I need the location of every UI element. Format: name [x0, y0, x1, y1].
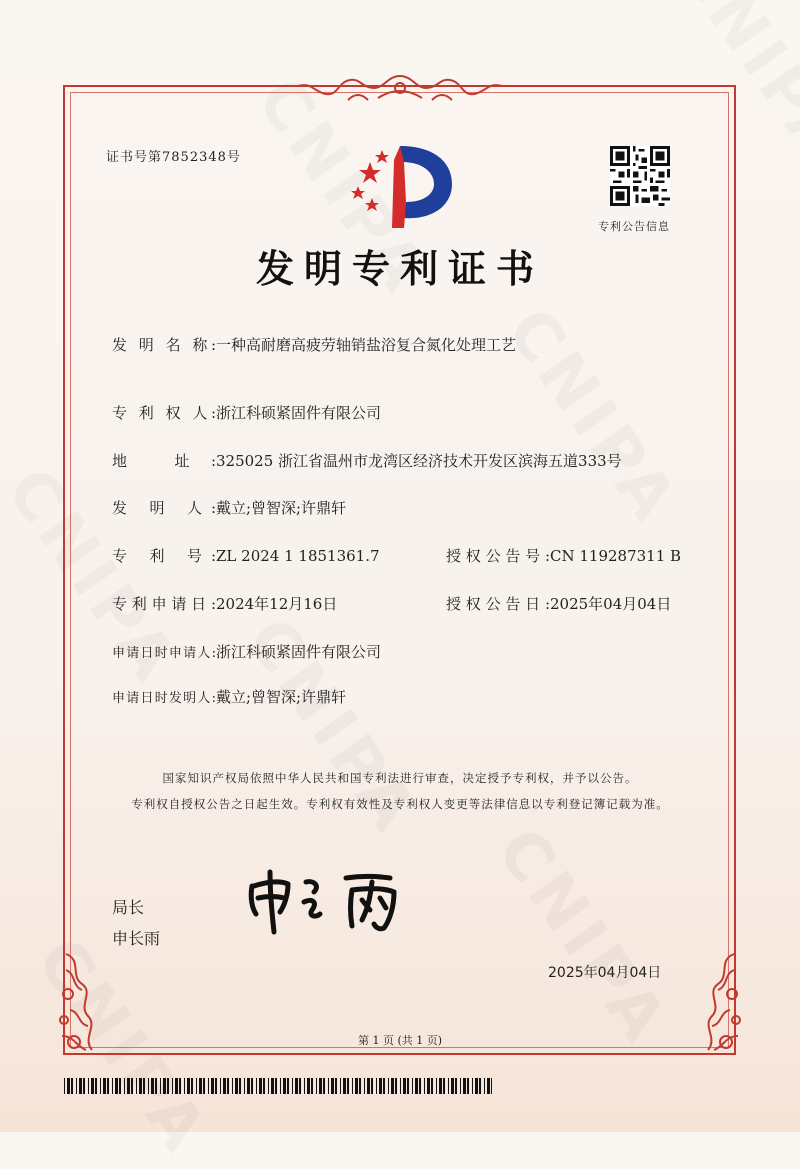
barcode-bar	[275, 1078, 277, 1094]
barcode-bar	[415, 1078, 418, 1094]
field-label: 专利申请日:	[112, 595, 216, 613]
field-value: 一种高耐磨高疲劳轴销盐浴复合氮化处理工艺	[216, 336, 517, 354]
handwritten-signature-icon	[244, 868, 414, 938]
field-label: 地 址:	[112, 452, 216, 470]
barcode-bar	[364, 1078, 365, 1094]
barcode-bar	[175, 1078, 178, 1094]
barcode-bar	[307, 1078, 310, 1094]
barcode-bar	[220, 1078, 221, 1094]
barcode-bar	[211, 1078, 214, 1094]
field-patentee	[112, 402, 381, 423]
barcode-bar	[239, 1078, 241, 1094]
barcode-bar	[91, 1078, 94, 1094]
barcode-bar	[79, 1078, 82, 1094]
field-filing-date	[112, 593, 337, 614]
barcode-bar	[283, 1078, 286, 1094]
barcode-bar	[443, 1078, 445, 1094]
barcode-bar	[67, 1078, 70, 1094]
barcode-bar	[436, 1078, 437, 1094]
barcode-bar	[475, 1078, 478, 1094]
barcode-bar	[331, 1078, 334, 1094]
field-value: 浙江科硕紧固件有限公司	[216, 643, 382, 661]
barcode-bar	[139, 1078, 142, 1094]
barcode-bar	[463, 1078, 466, 1094]
barcode-bar	[127, 1078, 130, 1094]
barcode-bar	[448, 1078, 449, 1094]
barcode-bar	[76, 1078, 77, 1094]
field-label: 授权公告号:	[446, 547, 550, 565]
barcode-bar	[196, 1078, 197, 1094]
barcode-bar	[191, 1078, 193, 1094]
barcode-bar	[316, 1078, 317, 1094]
statement-line: 专利权自授权公告之日起生效。专利权有效性及专利权人变更等法律信息以专利登记簿记载为准。	[131, 797, 669, 811]
barcode-bar	[319, 1078, 322, 1094]
field-label: 授权公告日:	[446, 595, 550, 613]
barcode-bar	[400, 1078, 401, 1094]
barcode-bar	[299, 1078, 301, 1094]
field-label: 专 利 权 人:	[112, 404, 216, 422]
barcode-bar	[256, 1078, 257, 1094]
field-invention-name	[112, 334, 516, 355]
barcode-bar	[383, 1078, 385, 1094]
barcode-bar	[292, 1078, 293, 1094]
barcode-bar	[391, 1078, 394, 1094]
barcode-bar	[379, 1078, 382, 1094]
statement-line: 国家知识产权局依照中华人民共和国专利法进行审查，决定授予专利权，并予以公告。	[162, 771, 638, 785]
field-address	[112, 450, 622, 471]
barcode-bar	[163, 1078, 166, 1094]
field-label: 申请日时发明人:	[112, 691, 216, 706]
barcode-bar	[355, 1078, 358, 1094]
barcode-bar	[371, 1078, 373, 1094]
certificate-title: 发明专利证书	[255, 247, 544, 291]
barcode-bar	[367, 1078, 370, 1094]
barcode-bar	[484, 1078, 485, 1094]
barcode-bar	[487, 1078, 490, 1094]
barcode-bar	[388, 1078, 389, 1094]
qr-code-icon	[610, 146, 670, 206]
barcode-bar	[419, 1078, 421, 1094]
barcode-bar	[472, 1078, 473, 1094]
barcode-bar	[251, 1078, 253, 1094]
barcode-bar	[179, 1078, 181, 1094]
barcode-bar	[439, 1078, 442, 1094]
barcode-icon	[64, 1078, 492, 1094]
barcode-bar	[119, 1078, 121, 1094]
barcode-bar	[227, 1078, 229, 1094]
barcode-bar	[323, 1078, 325, 1094]
barcode-bar	[328, 1078, 329, 1094]
barcode-bar	[95, 1078, 97, 1094]
certificate-number: 证书号第7852348号	[106, 150, 241, 165]
barcode-bar	[340, 1078, 341, 1094]
field-value: 浙江科硕紧固件有限公司	[216, 404, 382, 422]
barcode-bar	[115, 1078, 118, 1094]
barcode-bar	[103, 1078, 106, 1094]
barcode-bar	[203, 1078, 205, 1094]
barcode-bar	[271, 1078, 274, 1094]
field-value: CN 119287311 B	[550, 547, 682, 565]
field-label: 发 明 人:	[112, 499, 216, 517]
barcode-bar	[107, 1078, 109, 1094]
field-label: 专 利 号:	[112, 547, 216, 565]
barcode-bar	[491, 1078, 492, 1094]
barcode-bar	[208, 1078, 209, 1094]
barcode-bar	[311, 1078, 313, 1094]
barcode-bar	[151, 1078, 154, 1094]
barcode-bar	[431, 1078, 433, 1094]
barcode-bar	[244, 1078, 245, 1094]
barcode-bar	[455, 1078, 457, 1094]
field-patent-number	[112, 545, 380, 566]
barcode-bar	[223, 1078, 226, 1094]
barcode-bar	[467, 1078, 469, 1094]
barcode-bar	[172, 1078, 173, 1094]
barcode-bar	[280, 1078, 281, 1094]
barcode-bar	[232, 1078, 233, 1094]
barcode-bar	[268, 1078, 269, 1094]
barcode-bar	[395, 1078, 397, 1094]
signatory-name: 申长雨	[112, 929, 161, 948]
page-number: 第 1 页 (共 1 页)	[357, 1034, 443, 1047]
barcode-bar	[451, 1078, 454, 1094]
barcode-bar	[376, 1078, 377, 1094]
barcode-bar	[143, 1078, 145, 1094]
barcode-bar	[263, 1078, 265, 1094]
field-inventor-at-filing	[112, 686, 346, 707]
field-inventor	[112, 497, 346, 518]
cnipa-emblem-icon	[342, 140, 458, 232]
barcode-bar	[100, 1078, 101, 1094]
barcode-bar	[347, 1078, 349, 1094]
barcode-bar	[235, 1078, 238, 1094]
barcode-bar	[335, 1078, 337, 1094]
top-ornament-icon	[288, 70, 512, 110]
barcode-bar	[304, 1078, 305, 1094]
barcode-bar	[427, 1078, 430, 1094]
issue-date: 2025年04月04日	[548, 965, 662, 981]
barcode-bar	[71, 1078, 73, 1094]
barcode-bar	[460, 1078, 461, 1094]
barcode-bar	[83, 1078, 85, 1094]
signatory-title: 局长	[112, 898, 145, 917]
barcode-bar	[199, 1078, 202, 1094]
barcode-bar	[343, 1078, 346, 1094]
field-applicant-at-filing	[112, 641, 381, 662]
barcode-bar	[295, 1078, 298, 1094]
barcode-bar	[359, 1078, 361, 1094]
field-value: 戴立;曾智深;许鼎轩	[216, 688, 347, 706]
barcode-bar	[412, 1078, 413, 1094]
barcode-bar	[215, 1078, 217, 1094]
barcode-bar	[184, 1078, 185, 1094]
barcode-bar	[124, 1078, 125, 1094]
field-value: 2024年12月16日	[216, 595, 338, 613]
barcode-bar	[167, 1078, 169, 1094]
barcode-bar	[407, 1078, 409, 1094]
barcode-bar	[131, 1078, 133, 1094]
barcode-bar	[352, 1078, 353, 1094]
field-grant-publication-number	[446, 545, 681, 566]
barcode-bar	[247, 1078, 250, 1094]
barcode-bar	[479, 1078, 481, 1094]
field-label: 申请日时申请人:	[112, 646, 216, 661]
field-value: 2025年04月04日	[550, 595, 672, 613]
barcode-bar	[160, 1078, 161, 1094]
field-value: 325025 浙江省温州市龙湾区经济技术开发区滨海五道333号	[216, 452, 622, 470]
barcode-bar	[403, 1078, 406, 1094]
barcode-bar	[136, 1078, 137, 1094]
barcode-bar	[187, 1078, 190, 1094]
barcode-bar	[64, 1078, 65, 1094]
barcode-bar	[287, 1078, 289, 1094]
barcode-bar	[259, 1078, 262, 1094]
barcode-bar	[112, 1078, 113, 1094]
field-label: 发 明 名 称:	[112, 336, 216, 354]
field-grant-date	[446, 593, 671, 614]
field-value: 戴立;曾智深;许鼎轩	[216, 499, 347, 517]
qr-code-label: 专利公告信息	[598, 220, 670, 233]
barcode-bar	[155, 1078, 157, 1094]
barcode-bar	[88, 1078, 89, 1094]
barcode-bar	[424, 1078, 425, 1094]
field-value: ZL 2024 1 1851361.7	[216, 547, 380, 565]
barcode-bar	[148, 1078, 149, 1094]
